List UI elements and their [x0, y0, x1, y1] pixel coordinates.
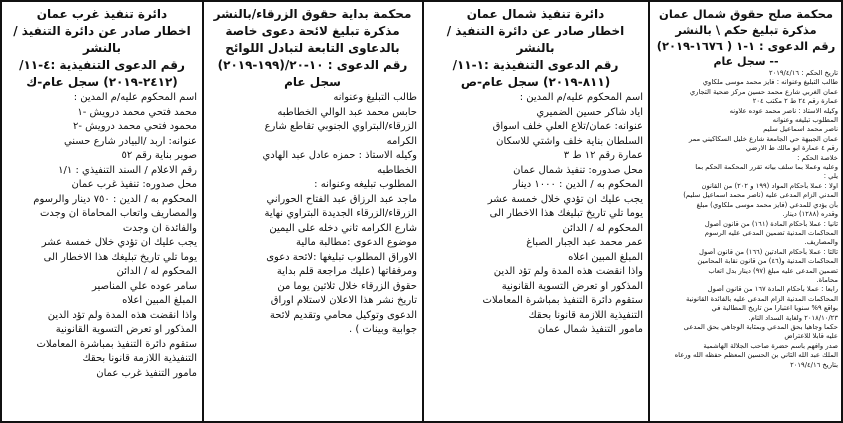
body-line: بواقع ٩% سنويا اعتبارا من تاريخ المطالبة في — [711, 304, 838, 313]
heading-line: دائرة تنفيذ شمال عمان — [466, 7, 605, 21]
body-line: مامور التنفيذ غرب عمان — [96, 367, 197, 379]
body-line: ثانيا : عملا بأحكام المادة (١٦١) من قانون أصول — [704, 219, 838, 228]
body-line: شارع الكرامه ثاني دخله على اليمين — [269, 222, 417, 234]
heading-line: رقم الدعوى : ١-١ ( ١٦٧٦-٢٠١٩) — [656, 39, 836, 53]
body-line: التنفيذية اللازمة قانونا بحقك — [82, 353, 197, 364]
body-line: الاوراق المطلوب تبليغها :لائحة دعوى — [266, 251, 417, 263]
body-line: التنفيذية اللازمة قانونا بحقك — [528, 309, 643, 321]
body-line: حكما وجاهيا بحق المدعي وبمثابة الوجاهي بحق المدعى — [683, 322, 838, 331]
notice-body — [7, 91, 197, 381]
notice-amman-west-execution — [2, 2, 202, 421]
register-line: -- سجل عام — [713, 55, 779, 68]
notice-heading — [7, 6, 197, 91]
body-line: بتاريخ ٢٠١٩/٤/١٦ — [790, 360, 838, 369]
body-line: اسم المحكوم عليه/م المدين : — [73, 92, 197, 103]
body-line: والمصاريف. — [804, 238, 838, 247]
heading-line: مذكرة تبليغ حكم \ بالنشر — [675, 23, 817, 37]
body-line: عمارة رقم ١٢ ط ٣ — [563, 150, 643, 161]
body-line: المدني الزام المدعى عليه (ناصر محمد اسماعيل سليم) — [683, 191, 838, 200]
heading-line: رقم الدعوى التنفيذية :١-١١/ — [452, 58, 619, 72]
notice-heading — [208, 6, 417, 91]
body-line: تاريخ الحكم : ٢٠١٩/٤/١٦ — [768, 69, 838, 77]
notice-zarqa-court-summons — [203, 2, 422, 421]
body-line: اولا : عملا بأحكام المواد (١٩٩ و ٢٠٢) من القانون — [701, 181, 838, 190]
body-line: ٢٠١٨/١٠/٢٣ ولغاية السداد التام. — [748, 313, 838, 322]
body-line: المحاكمات المدنية و(٤٦) من قانون نقابة المحامين — [697, 257, 838, 266]
body-line: المذكور او تعرض التسوية القانونية — [55, 324, 197, 335]
body-line: حقوق الزرقاء خلال ثلاثين يوما من — [277, 280, 417, 292]
body-line: عمر محمد عبد الجبار الصباغ — [526, 237, 643, 248]
notice-body — [208, 91, 417, 338]
body-line: حابس محمد عبد الوالي الخطاطبه — [277, 106, 417, 118]
body-line: وكيله الاستاذ : حمزه عادل عبد الهادي — [262, 150, 417, 161]
body-line: يوما تلي تاريخ تبليغك هذا الاخطار الى — [43, 251, 197, 263]
body-line: جوابية وبينات ) . — [348, 324, 417, 335]
notice-heading — [428, 6, 643, 91]
body-line: عنوانه: عمان/تلاع العلي خلف اسواق — [492, 121, 643, 132]
body-line: رقم ٤ عمارة ابو مالك ط الارضي — [745, 144, 838, 153]
body-line: يوما تلي تاريخ تبليغك هذا الاخطار الى — [489, 208, 643, 219]
body-line: محل صدوره: تنفيذ شمال عمان — [513, 164, 643, 176]
body-line: عمارة رقم ٢٤ ط ٢ مكتب ٢٠٤ — [752, 97, 838, 106]
body-line: المحكوم به / الدين : ٧٥٠ دينار والرسوم — [33, 193, 197, 205]
body-line: الزرقاء/البتراوي الجنوبي تقاطع شارع — [264, 121, 417, 132]
body-line: والفائدة ان وجدت — [122, 222, 197, 234]
heading-line: دائرة تنفيذ غرب عمان — [36, 7, 168, 21]
body-line: محمد فتحي محمد درويش -١ — [77, 106, 197, 118]
body-line: محل صدوره: تنفيذ غرب عمان — [71, 179, 197, 190]
body-line: صدر وافهم باسم حضرة صاحب الجلالة الهاشمية — [703, 341, 838, 350]
body-line: المبلغ المبين اعلاه — [122, 295, 197, 306]
body-line: المحاكمات المدنية تضمين المدعى عليه الرسوم — [704, 228, 838, 237]
notice-amman-north-magistrate-judgment — [649, 2, 843, 421]
heading-line: رقم الدعوى : ١٠-٢٠/(١٩٩-٢٠١٩) — [217, 58, 408, 72]
heading-line: مذكرة تبليغ لائحة دعوى خاصة — [225, 24, 400, 38]
body-line: وقدره (١٢٨٨) دينار. — [782, 210, 838, 219]
body-line: واذا انقضت هذه المدة ولم تؤد الدين — [493, 266, 643, 277]
body-line: ماجد عبد الرزاق عبد الفتاح الحوراني — [266, 193, 417, 205]
body-line: رابعا : عملا بأحكام المادة ١٦٧ من قانون أصول — [707, 285, 838, 294]
body-line: الخطاطبه — [377, 164, 417, 176]
notice-amman-north-execution — [423, 2, 648, 421]
body-line: المحكوم به / الدين : ١٠٠٠ دينار — [513, 179, 643, 190]
body-line: الدعوى وتوكيل محامي وتقديم لائحة — [269, 309, 417, 321]
body-line: عليه قابلا للاعتراض — [784, 332, 838, 341]
body-line: المحكوم له / الدائن — [562, 222, 643, 234]
notice-body — [654, 69, 838, 370]
body-line: سامر عوده علي المناصير — [92, 280, 197, 292]
body-line: ثالثا : عملا بأحكام المادتين (١٦٦) من قانون أصول — [699, 247, 838, 256]
body-line: ستقوم دائرة التنفيذ بمباشرة المعاملات — [36, 338, 197, 350]
body-line: اسم المحكوم عليه/م المدين : — [519, 92, 643, 103]
body-line: وكيله الاستاذ : ناصر محمد عوده علاونه — [729, 106, 838, 115]
body-line: يجب عليك ان تؤدي خلال خمسة عشر — [487, 193, 643, 205]
body-line: اياد شاكر حسين الضميري — [536, 106, 643, 118]
body-line: وعليه وعملا بما سلف بيانه تقرر المحكمة الحكم بما — [695, 163, 838, 172]
body-line: السلطان بناية خلف واشتي للاسكان — [496, 135, 643, 147]
body-line: محمود فتحي محمد درويش -٢ — [73, 121, 197, 132]
notice-body — [428, 91, 643, 338]
body-line: الملك عبد الله الثاني بن الحسين المعظم حفظه الله ورعاه — [674, 351, 838, 360]
body-line: المطلوب تبليغه وعنوانه : — [314, 179, 417, 190]
body-line: الكرامه — [386, 135, 417, 147]
body-line: تاريخ نشر هذا الاعلان لاستلام اوراق — [270, 295, 417, 306]
body-line: عمان الجبيهة حي الجامعة شارع خليل السكاكيني ممر — [688, 134, 838, 143]
heading-line: رقم الدعوى التنفيذية :٤-١١/ — [19, 58, 185, 72]
body-line: المحاكمات المدنية الزام المدعى عليه بالفائدة القانونية — [686, 294, 838, 303]
body-line: الزرقاء/الزرقاء الجديدة البتراوي نهاية — [264, 208, 417, 219]
heading-line: (٢٤١٢-٢٠١٩) سجل عام-ك — [26, 75, 178, 89]
body-line: ومرفقاتها (عليك مراجعة قلم بداية — [276, 266, 417, 277]
body-line: المبلغ المبين اعلاه — [568, 251, 643, 263]
heading-line: (٨١١-٢٠١٩) سجل عام-ص — [460, 75, 611, 89]
body-line: واذا انقضت هذه المدة ولم تؤد الدين — [47, 309, 197, 321]
body-line: خلاصة الحكم : — [797, 153, 838, 162]
body-line: بأن يؤدي للمدعي (فايز محمد موسى ملكاوي) مبلغ — [696, 200, 838, 209]
body-line: تضمين المدعى عليه مبلغ (٩٧) دينار بدل اتعاب — [708, 266, 838, 275]
body-line: عمان الغربي شارع محمد حسين مركز ضحية التجاري — [689, 87, 838, 96]
body-line: طالب التبليغ وعنوانه — [333, 92, 417, 103]
body-line: المذكور او تعرض التسوية القانونية — [501, 280, 643, 292]
heading-line: محكمة بداية حقوق الزرقاء/بالنشر — [213, 7, 412, 21]
body-line: المطلوب تبليغه وعنوانه — [772, 116, 838, 125]
heading-line: اخطار صادر عن دائرة التنفيذ / بالنشر — [446, 24, 625, 55]
body-line: طالب التبليغ وعنوانه : فايز محمد موسى ملكاوي — [702, 78, 838, 87]
body-line: موضوع الدعوى :مطالبة مالية — [296, 237, 417, 248]
body-line: عنوانه: اربد /البيادر شارع حسني — [63, 135, 197, 147]
body-line: صوير بناية رقم ٥٢ — [121, 150, 197, 161]
notice-heading — [654, 6, 838, 54]
body-line: ستقوم دائرة التنفيذ بمباشرة المعاملات — [482, 295, 643, 306]
heading-line: سجل عام — [284, 75, 341, 89]
body-line: مامور التنفيذ شمال عمان — [537, 324, 643, 335]
body-line: محاماة. — [816, 275, 838, 284]
body-line: والمصاريف واتعاب المحاماة ان وجدت — [39, 208, 197, 219]
heading-line: بالدعاوى التابعة لتبادل اللوائح — [225, 41, 400, 55]
body-line: ناصر محمد اسماعيل سليم — [763, 125, 838, 134]
body-line: يجب عليك ان تؤدي خلال خمسة عشر — [41, 237, 197, 248]
body-line: رقم الاعلام / السند التنفيذي : ١/١ — [58, 164, 197, 176]
heading-line: محكمة صلح حقوق شمال عمان — [659, 7, 833, 21]
body-line: المحكوم له / الدائن — [116, 266, 197, 277]
body-line: يلي : — [823, 172, 838, 181]
heading-line: اخطار صادر عن دائرة التنفيذ / بالنشر — [13, 24, 191, 55]
